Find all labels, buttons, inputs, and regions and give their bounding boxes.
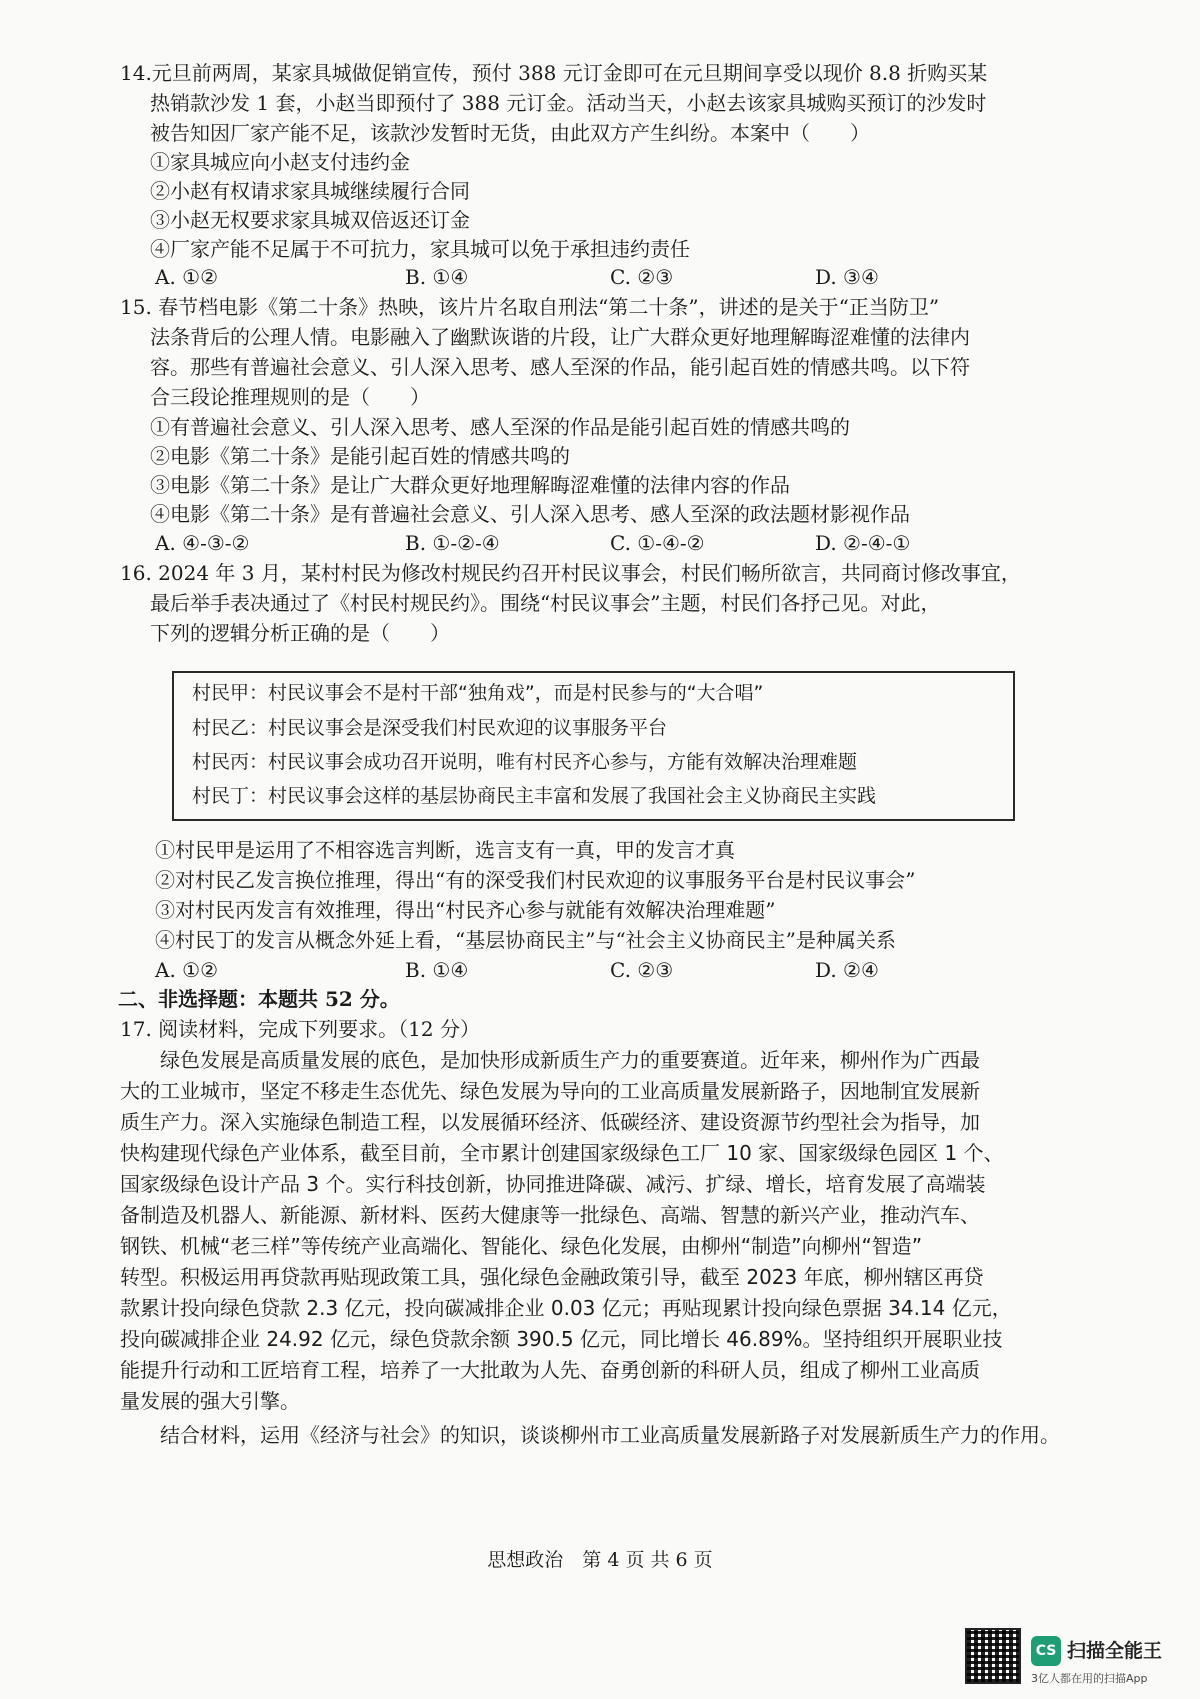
q15-statement-2: ②电影《第二十条》是能引起百姓的情感共鸣的 (150, 444, 570, 468)
q15-statement-3: ③电影《第二十条》是让广大群众更好地理解晦涩难懂的法律内容的作品 (150, 473, 790, 497)
q14-statement-4: ④厂家产能不足属于不可抗力，家具城可以免于承担违约责任 (150, 237, 690, 261)
q14-statement-2: ②小赵有权请求家具城继续履行合同 (150, 179, 470, 203)
q16-option-c: C. ②③ (610, 958, 674, 982)
q17-material-line: 转型。积极运用再贷款再贴现政策工具，强化绿色金融政策引导，截至 2023 年底，柳州辖区再贷 (120, 1265, 984, 1289)
q14-statement-3: ③小赵无权要求家具城双倍返还订金 (150, 208, 470, 232)
q17-material-line: 钢铁、机械“老三样”等传统产业高端化、智能化、绿色化发展，由柳州“制造”向柳州“智造” (120, 1234, 923, 1258)
q16-option-b: B. ①④ (405, 958, 469, 982)
villager-ding-quote: 村民丁：村民议事会这样的基层协商民主丰富和发展了我国社会主义协商民主实践 (192, 785, 877, 807)
q17-material-line: 能提升行动和工匠培育工程，培养了一大批敢为人先、奋勇创新的科研人员，组成了柳州工业高质 (120, 1358, 980, 1382)
q15-option-d: D. ②-④-① (815, 531, 911, 555)
q15-option-c: C. ①-④-② (610, 531, 705, 555)
q17-material-line: 大的工业城市，坚定不移走生态优先、绿色发展为导向的工业高质量发展新路子，因地制宜发展新 (120, 1079, 980, 1103)
camscanner-logo-icon: CS (1031, 1636, 1061, 1666)
q15-statement-4: ④电影《第二十条》是有普遍社会意义、引人深入思考、感人至深的政法题材影视作品 (150, 502, 910, 526)
q17-material-line: 国家级绿色设计产品 3 个。实行科技创新，协同推进降碳、减污、扩绿、增长，培育发展了高端装 (120, 1172, 986, 1196)
q17-material-line: 量发展的强大引擎。 (120, 1389, 300, 1413)
q17-material-line: 款累计投向绿色贷款 2.3 亿元，投向碳减排企业 0.03 亿元；再贴现累计投向绿色票据 34.14 亿元， (120, 1296, 1012, 1320)
q14-option-d: D. ③④ (815, 265, 879, 289)
section-2-heading: 二、非选择题：本题共 52 分。 (118, 987, 400, 1011)
q16-stem-line-2: 最后举手表决通过了《村民村规民约》。围绕“村民议事会”主题，村民们各抒己见。对此， (150, 591, 941, 615)
villager-bing-quote: 村民丙：村民议事会成功召开说明，唯有村民齐心参与，方能有效解决治理难题 (192, 751, 858, 773)
q16-stem-line-3: 下列的逻辑分析正确的是（ ） (150, 621, 450, 645)
q15-stem-line-2: 法条背后的公理人情。电影融入了幽默诙谐的片段，让广大群众更好地理解晦涩难懂的法律内 (150, 325, 970, 349)
q17-material-line: 投向碳减排企业 24.92 亿元，绿色贷款余额 390.5 亿元，同比增长 46.89%。坚持组织开展职业技 (120, 1327, 1003, 1351)
q16-statement-1: ①村民甲是运用了不相容选言判断，选言支有一真，甲的发言才真 (155, 838, 735, 862)
scanner-slogan: 3亿人都在用的扫描App (1031, 1672, 1148, 1685)
q16-statement-4: ④村民丁的发言从概念外延上看，“基层协商民主”与“社会主义协商民主”是种属关系 (155, 928, 896, 952)
villager-quotes-box (172, 671, 1015, 821)
q14-stem-line-1: 14.元旦前两周，某家具城做促销宣传，预付 388 元订金即可在元旦期间享受以现价 8.8 折购买某 (120, 61, 988, 85)
villager-jia-quote: 村民甲：村民议事会不是村干部“独角戏”，而是村民参与的“大合唱” (192, 682, 764, 704)
scanner-watermark (965, 1628, 1195, 1692)
villager-yi-quote: 村民乙：村民议事会是深受我们村民欢迎的议事服务平台 (192, 717, 668, 739)
q17-material-line: 快构建现代绿色产业体系，截至目前，全市累计创建国家级绿色工厂 10 家、国家级绿色园区 1 个、 (120, 1141, 1004, 1165)
q16-option-a: A. ①② (155, 958, 219, 982)
q16-statement-3: ③对村民丙发言有效推理，得出“村民齐心参与就能有效解决治理难题” (155, 898, 776, 922)
q14-stem-line-2: 热销款沙发 1 套，小赵当即预付了 388 元订金。活动当天，小赵去该家具城购买预订的沙发时 (150, 91, 987, 115)
qr-code-icon (965, 1628, 1021, 1684)
q15-option-a: A. ④-③-② (155, 531, 250, 555)
page-footer: 思想政治 第 4 页 共 6 页 (487, 1549, 713, 1571)
q16-statement-2: ②对村民乙发言换位推理，得出“有的深受我们村民欢迎的议事服务平台是村民议事会” (155, 868, 916, 892)
q14-statement-1: ①家具城应向小赵支付违约金 (150, 150, 410, 174)
q15-stem-line-4: 合三段论推理规则的是（ ） (150, 385, 430, 409)
q17-material-line: 备制造及机器人、新能源、新材料、医药大健康等一批绿色、高端、智慧的新兴产业，推动汽车、 (120, 1203, 980, 1227)
q17-task: 结合材料，运用《经济与社会》的知识，谈谈柳州市工业高质量发展新路子对发展新质生产力的作用。 (120, 1423, 1060, 1447)
q17-heading: 17. 阅读材料，完成下列要求。（12 分） (120, 1017, 480, 1041)
q16-stem-line-1: 16. 2024 年 3 月，某村村民为修改村规民约召开村民议事会，村民们畅所欲言，共同商讨修改事宜， (120, 561, 1021, 585)
q14-option-c: C. ②③ (610, 265, 674, 289)
q14-option-a: A. ①② (155, 265, 219, 289)
q15-option-b: B. ①-②-④ (405, 531, 500, 555)
q15-stem-line-1: 15. 春节档电影《第二十条》热映，该片片名取自刑法“第二十条”，讲述的是关于“正当防卫” (120, 295, 940, 319)
q17-material-line: 绿色发展是高质量发展的底色，是加快形成新质生产力的重要赛道。近年来，柳州作为广西最 (120, 1048, 980, 1072)
q14-option-b: B. ①④ (405, 265, 469, 289)
scanner-app-name: 扫描全能王 (1067, 1640, 1163, 1662)
q14-stem-line-3: 被告知因厂家产能不足，该款沙发暂时无货，由此双方产生纠纷。本案中（ ） (150, 121, 870, 145)
q15-stem-line-3: 容。那些有普遍社会意义、引人深入思考、感人至深的作品，能引起百姓的情感共鸣。以下符 (150, 355, 970, 379)
q17-material-line: 质生产力。深入实施绿色制造工程，以发展循环经济、低碳经济、建设资源节约型社会为指导，加 (120, 1110, 980, 1134)
q15-statement-1: ①有普遍社会意义、引人深入思考、感人至深的作品是能引起百姓的情感共鸣的 (150, 415, 850, 439)
q17-material (120, 1045, 1095, 1417)
q16-option-d: D. ②④ (815, 958, 879, 982)
